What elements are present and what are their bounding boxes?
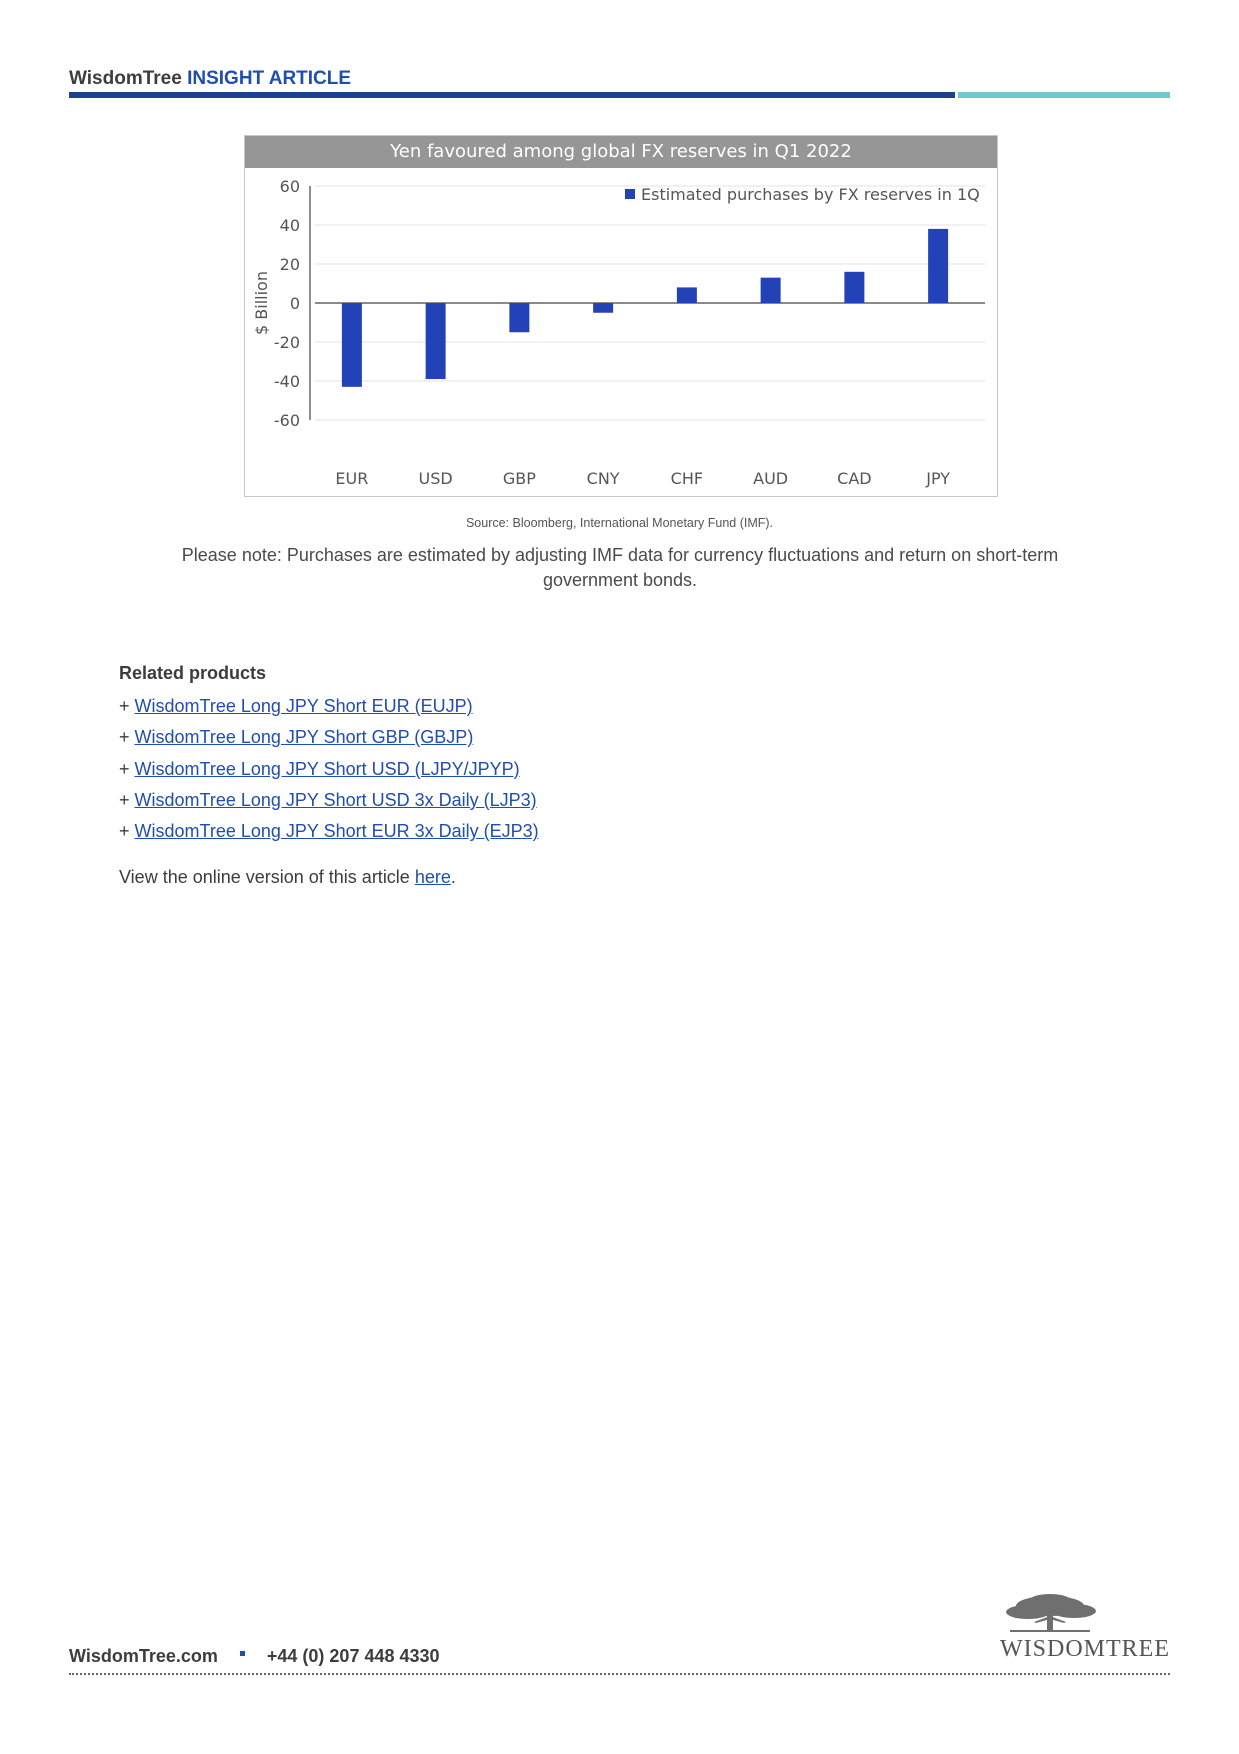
online-version-period: .	[450, 867, 456, 887]
related-product-link[interactable]: WisdomTree Long JPY Short EUR 3x Daily (EJP3)	[134, 821, 539, 842]
chart-note: Please note: Purchases are estimated by adjusting IMF data for currency fluctuations and return on short-term government bonds.	[181, 545, 1059, 590]
header-brand: WisdomTree	[69, 68, 182, 89]
online-version-line	[119, 867, 456, 888]
x-tick-label: GBP	[502, 469, 536, 488]
header-kind: INSIGHT ARTICLE	[187, 68, 352, 89]
footer-contact	[69, 1646, 440, 1667]
x-tick-label: CAD	[837, 469, 872, 488]
related-product-prefix: +	[119, 758, 135, 779]
online-version-link[interactable]: here	[414, 867, 451, 887]
x-tick-label: CHF	[670, 469, 704, 488]
chart-title: Yen favoured among global FX reserves in Q1 2022	[245, 136, 997, 168]
header	[69, 68, 351, 90]
y-tick-label: 40	[279, 216, 300, 235]
x-tick-label: AUD	[753, 469, 789, 488]
related-products-heading: Related products	[119, 663, 267, 683]
related-product-item	[119, 755, 539, 786]
x-tick-label: CNY	[586, 469, 620, 488]
bar	[426, 303, 446, 379]
related-product-link[interactable]: WisdomTree Long JPY Short EUR (EUJP)	[134, 696, 473, 716]
related-product-link[interactable]: WisdomTree Long JPY Short USD (LJPY/JPYP)	[134, 758, 520, 779]
related-product-prefix: +	[119, 821, 135, 842]
x-tick-label: EUR	[335, 469, 369, 488]
chart	[244, 135, 998, 497]
legend-label: Estimated purchases by FX reserves in 1Q	[641, 185, 980, 204]
chart-plot	[245, 168, 997, 496]
related-product-prefix: +	[119, 789, 135, 810]
bar	[928, 229, 948, 303]
bar	[509, 303, 529, 332]
header-rule-light	[958, 92, 1170, 98]
y-tick-label: 60	[279, 177, 300, 196]
related-product-item	[119, 723, 539, 754]
chart-source: Source: Bloomberg, International Monetary Fund (IMF).	[465, 516, 774, 530]
related-products-list	[119, 692, 539, 848]
related-product-item	[119, 817, 539, 848]
x-tick-label: USD	[418, 469, 453, 488]
bar	[844, 272, 864, 303]
y-tick-label: -20	[273, 333, 300, 352]
related-product-link[interactable]: WisdomTree Long JPY Short USD 3x Daily (LJP3)	[134, 789, 537, 810]
bar	[761, 278, 781, 303]
y-tick-label: -40	[273, 372, 300, 391]
footer-site[interactable]: WisdomTree.com	[69, 1646, 218, 1666]
x-tick-label: JPY	[926, 469, 951, 488]
related-product-link[interactable]: WisdomTree Long JPY Short GBP (GBJP)	[134, 727, 474, 748]
related-product-prefix: +	[119, 696, 135, 716]
related-product-item	[119, 692, 539, 723]
y-tick-label: -60	[273, 411, 300, 430]
legend-swatch	[625, 189, 635, 199]
y-tick-label: 0	[289, 294, 300, 313]
footer-rule	[69, 1673, 1170, 1675]
y-axis-label: $ Billion	[252, 271, 271, 335]
related-product-prefix: +	[119, 727, 135, 748]
bar	[593, 303, 613, 313]
y-tick-label: 20	[279, 255, 300, 274]
header-rule-dark	[69, 92, 955, 98]
footer-separator	[240, 1651, 245, 1656]
online-version-text: View the online version of this article	[119, 867, 415, 887]
footer-phone: +44 (0) 207 448 4330	[266, 1646, 440, 1666]
footer-logo-text: WISDOMTREE	[1000, 1636, 1170, 1662]
related-product-item	[119, 786, 539, 817]
bar	[677, 287, 697, 303]
bar	[342, 303, 362, 387]
